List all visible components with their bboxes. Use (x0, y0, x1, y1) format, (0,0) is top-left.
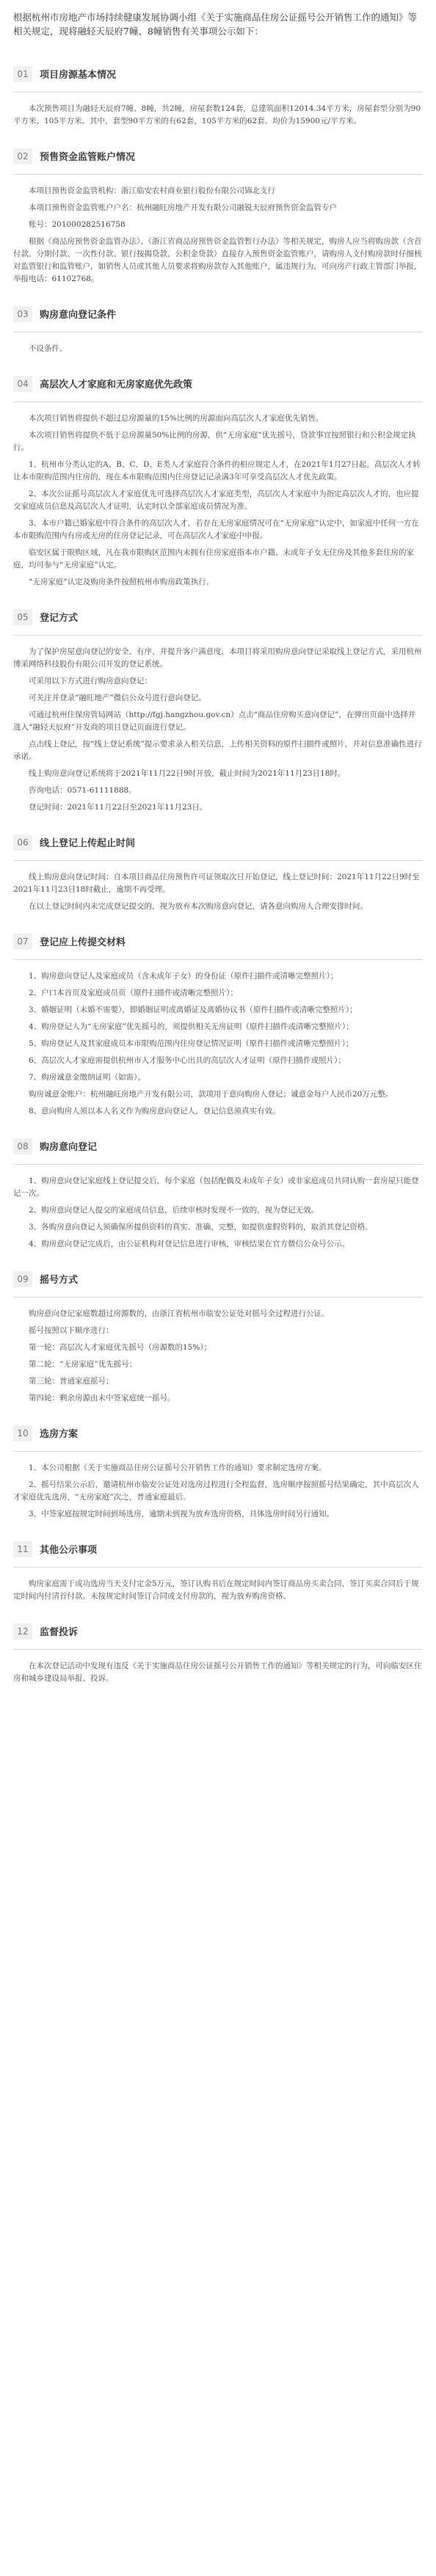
section-01 (0, 65, 436, 128)
section-paragraph: 1、本公司根据《关于实施商品住房公证摇号公开销售工作的通知》要求制定选房方案。 (29, 1463, 327, 1472)
section-divider (13, 635, 423, 636)
section-header (13, 833, 423, 851)
section-paragraph: “无房家庭”认定及购房条件按照杭州市购房政策执行。 (29, 578, 214, 586)
section-paragraph: 第二轮：“无房家庭”优先摇号； (29, 1360, 137, 1369)
section-10 (0, 1424, 436, 1521)
section-paragraph: 4、购房意向登记完成后，由公证机构对登记信息进行审核，审核结果在官方微信公众号公示。 (29, 1240, 350, 1248)
section-02 (0, 147, 436, 285)
section-number: 03 (13, 306, 32, 322)
section-title: 选房方案 (40, 1429, 79, 1440)
section-title: 购房意向登记 (40, 1142, 98, 1153)
section-paragraph: 1、购房意向登记人及家庭成员（含未成年子女）的身份证（原件扫描件或清晰完整照片）； (29, 972, 338, 980)
section-paragraph: 5、购房登记人及其家庭成员本市限购范围内住房登记情况证明（原件扫描件或清晰完整照片）； (29, 1039, 354, 1048)
section-paragraph: 点击线上登记，按“线上登记系统”提示要求录入相关信息，上传相关资料的原件扫描件或照片，并对信息准确性进行承诺。 (13, 740, 422, 761)
section-paragraph: 第四轮：剩余房源由未中签家庭统一摇号。 (29, 1394, 175, 1402)
section-title: 预售资金监管账户情况 (40, 152, 136, 163)
section-header (13, 1270, 423, 1288)
section-paragraph: 2、本次公证摇号高层次人才家庭优先可选择高层次人才家庭类型，高层次人才家庭中为指定高层次人才的，也应提交家庭成员信息及高层次人才证明，认定时以全部家庭成员情况为准。 (13, 490, 419, 511)
section-divider (13, 1164, 423, 1165)
section-paragraph: 4、购房登记人为“无房家庭”优先摇号的，须提供相关无房证明（原件扫描件或清晰完整照片）； (29, 1022, 354, 1031)
section-divider (13, 1451, 423, 1452)
section-paragraph: 2、户口本首页及家庭成员页（原件扫描件或清晰完整照片）； (29, 989, 238, 997)
section-title: 高层次人才家庭和无房家庭优先政策 (40, 379, 193, 390)
section-header (13, 608, 423, 626)
section-divider (13, 860, 423, 861)
section-paragraph: 线上购房意向登记系统将于2021年11月22日9时开放，截止时间为2021年11月23日18时。 (29, 769, 346, 778)
section-header (13, 147, 423, 165)
section-paragraph: 为了保护房屋意向登记的安全、有序、并提升客户满意度，本项目将采用购房意向登记采取线上登记方式，采用杭州博采网络科技股份有限公司开发的登记系统。 (13, 647, 422, 669)
section-12 (0, 1622, 436, 1685)
section-paragraph: 咨询电话：0571-61111888。 (29, 786, 137, 795)
section-title: 监督投诉 (40, 1627, 79, 1638)
section-05 (0, 608, 436, 814)
section-paragraph: 本次项目销售将提供不超过总房源量的15%比例的房源面向高层次人才家庭优先销售。 (29, 414, 324, 423)
section-divider (13, 1297, 423, 1298)
section-paragraph: 第三轮：普通家庭摇号； (29, 1377, 114, 1386)
section-paragraph: 本项目预售资金监管机构：浙江临安农村商业银行股份有限公司锦北支行 (29, 186, 275, 195)
section-06 (0, 833, 436, 913)
section-paragraph: 7、购房诚意金缴纳证明（如需）。 (29, 1073, 145, 1082)
section-title: 购房意向登记条件 (40, 310, 117, 321)
section-paragraph: 不设条件。 (29, 344, 68, 353)
section-paragraph: 可关注并登录“融旺地产”微信公众号进行意向登记。 (29, 694, 206, 702)
section-header (13, 1424, 423, 1442)
section-paragraph: 摇号按照以下顺序进行： (29, 1326, 114, 1335)
section-header (13, 1137, 423, 1155)
section-paragraph: 2、购房意向登记人提交的家庭成员信息，后续审核时发现不一致的，视为登记无效。 (29, 1206, 319, 1215)
section-paragraph: 根据《商品房预售资金监管办法》、《浙江省商品房预售资金监管暂行办法》等相关规定，购房人应当将购房款（含首付款、分期付款、一次性付款、银行按揭贷款、公积金贷款）直接存入预售资金监管账户，请购房人支付购房款时仔细核对监管银行和监管账户，如销售人员或其他人员要求将购房款存入其他账户，属违规行为，可向房产行政主管部门举报，举报电话：61102768。 (13, 237, 422, 283)
section-09 (0, 1270, 436, 1405)
section-number: 04 (13, 376, 32, 392)
intro-paragraph: 根据杭州市房地产市场持续健康发展协调小组《关于实施商品住房公证摇号公开销售工作的通知》等相关规定，现将融轻天辰府7幢、8幢销售有关事项公示如下： (13, 12, 418, 37)
section-divider (13, 1567, 423, 1568)
section-paragraph: 3、本市户籍已婚家庭中符合条件的高层次人才，若存在无房家庭情况可在“无房家庭”认定中，如家庭中任何一方在本市限购范围内有房或无房的住房登记记录，可在高层次人才家庭中申报。 (13, 519, 419, 540)
section-header (13, 932, 423, 950)
section-04 (0, 374, 436, 589)
section-divider (13, 174, 423, 175)
section-paragraph: 在以上登记时间内未完成登记提交的，视为放弃本次购房意向登记，请各意向购房人合理安排时间。 (29, 902, 368, 911)
section-paragraph: 本项目预售资金监管账户户名：杭州融旺房地产开发有限公司融锐天辰府预售资金监管专户 (29, 203, 337, 212)
section-title: 登记方式 (40, 613, 79, 624)
section-number: 09 (13, 1271, 32, 1287)
section-paragraph: 3、婚姻证明（未婚不需要），即婚姻证明或离婚证及离婚协议书（原件扫描件或清晰完整照片）； (29, 1005, 357, 1014)
section-header (13, 65, 423, 83)
section-number: 10 (13, 1425, 32, 1441)
section-title: 摇号方式 (40, 1275, 79, 1286)
section-11 (0, 1540, 436, 1603)
section-paragraph: 在本次登记活动中发现有违反《关于实施商品住房公证摇号公开销售工作的通知》等相关规定的行为，可向临安区住房和城乡建设局举报、投诉。 (13, 1662, 422, 1683)
section-paragraph: 线上购房意向登记时间：自本项目商品住房预售许可证领取次日开始登记，线上登记时间：2021年11月22日9时至2021年11月23日18时截止，逾期不再受理。 (13, 873, 420, 894)
section-paragraph: 本次预售项目为融轻天辰府7幢、8幢，共2幢，房屋套数124套，总建筑面积12014.34平方米，房屋套型分别为90平方米、105平方米。其中，套型90平方米的有62套，105平方米的62套。均价为15900元/平方米。 (13, 104, 421, 125)
section-header (13, 305, 423, 323)
section-number: 06 (13, 834, 32, 851)
section-header (13, 1622, 423, 1640)
section-number: 01 (13, 66, 32, 82)
section-paragraph: 2、摇号结果公示后，邀请杭州市临安公证处对选房过程进行全程监督，选房顺序按照摇号结果确定，其中高层次人才家庭优先选房，“无房家庭”次之，普通家庭最后。 (13, 1480, 419, 1502)
sections-container (0, 65, 436, 1685)
section-number: 02 (13, 148, 32, 164)
section-title: 其他公示事项 (40, 1545, 98, 1556)
section-paragraph: 可采用以下方式进行购房意向登记： (29, 677, 152, 685)
section-08 (0, 1137, 436, 1251)
section-header (13, 374, 423, 393)
section-title: 线上登记上传起止时间 (40, 838, 136, 849)
section-paragraph: 第一轮：高层次人才家庭优先摇号（房源数的15%）； (29, 1343, 212, 1352)
section-number: 05 (13, 609, 32, 625)
section-paragraph: 3、中签家庭按规定时间到场选房，逾期未到视为放弃选房资格，具体选房时间另行通知。 (29, 1510, 335, 1518)
section-paragraph: 临安区属于限购区域，凡在我市限购区范围内未拥有住房家庭指本市户籍、未成年子女无住房及其他多套住房的家庭，均可参与“无房家庭”认定。 (13, 548, 414, 570)
section-paragraph: 购房诚意金账户：杭州融旺房地产开发有限公司，款项用于意向购房人登记；诚意金每户人民币20万元整。 (29, 1090, 393, 1099)
section-divider (13, 401, 423, 402)
section-paragraph: 3、各购房意向登记人须确保所提供资料的真实、准确、完整，如提供虚假资料的，取消其登记资格。 (29, 1223, 373, 1231)
section-paragraph: 登记时间：2021年11月22日至2021年11月23日。 (29, 803, 208, 812)
section-paragraph: 账号：201000282516758 (29, 220, 126, 229)
section-number: 11 (13, 1541, 32, 1557)
section-paragraph: 购房家庭需于成功选房当天支付定金5万元，签订认购书后在规定时间内签订商品房买卖合同，签订买卖合同后于规定时间内付清首付款。未按规定时间签订合同或支付房款的，视为放弃购房资格。 (13, 1579, 419, 1601)
section-07 (0, 932, 436, 1118)
section-paragraph: 8、意向购房人须以本人名义作为购房意向登记人，登记信息须真实有效。 (29, 1107, 280, 1116)
section-paragraph: 1、杭州市分类认定的A、B、C、D、E类人才家庭符合条件的相应规定人才，在2021年1月27日起，高层次人才转让本市限购范围内住房的，现在本市限购范围内住房登记记录满3年可享受高层次人才优先政策。 (13, 460, 421, 481)
section-title: 登记应上传提交材料 (40, 937, 126, 948)
section-paragraph: 购房意向登记家庭数超过房源数的，由浙江省杭州市临安公证处对摇号全过程进行公证。 (29, 1309, 330, 1318)
section-paragraph: 6、高层次人才家庭需提供杭州市人才服务中心出具的高层次人才证明（原件扫描件或照片）； (29, 1056, 346, 1065)
section-03 (0, 305, 436, 355)
section-title: 项目房源基本情况 (40, 70, 117, 81)
section-number: 08 (13, 1138, 32, 1154)
section-divider (13, 959, 423, 960)
section-paragraph: 可通过杭州住保房管局网站（http://fgj.hangzhou.gov.cn）点击“商品住房购买意向登记”，在弹出页面中选择并进入“融轻天辰府”开发商的项目登记页面进行登记。 (13, 710, 416, 732)
section-number: 12 (13, 1623, 32, 1640)
section-paragraph: 1、购房意向登记家庭线上登记提交后，每个家庭（包括配偶及未成年子女）或非家庭成员共同认购一套房屋只能登记一次。 (13, 1176, 419, 1198)
section-header (13, 1540, 423, 1558)
section-divider (13, 1649, 423, 1650)
section-paragraph: 本次项目销售将提供不低于总房源量50%比例的房源，供“无房家庭”优先摇号，贷款事宜按照银行和公积金规定执行。 (13, 431, 416, 452)
section-number: 07 (13, 934, 32, 950)
